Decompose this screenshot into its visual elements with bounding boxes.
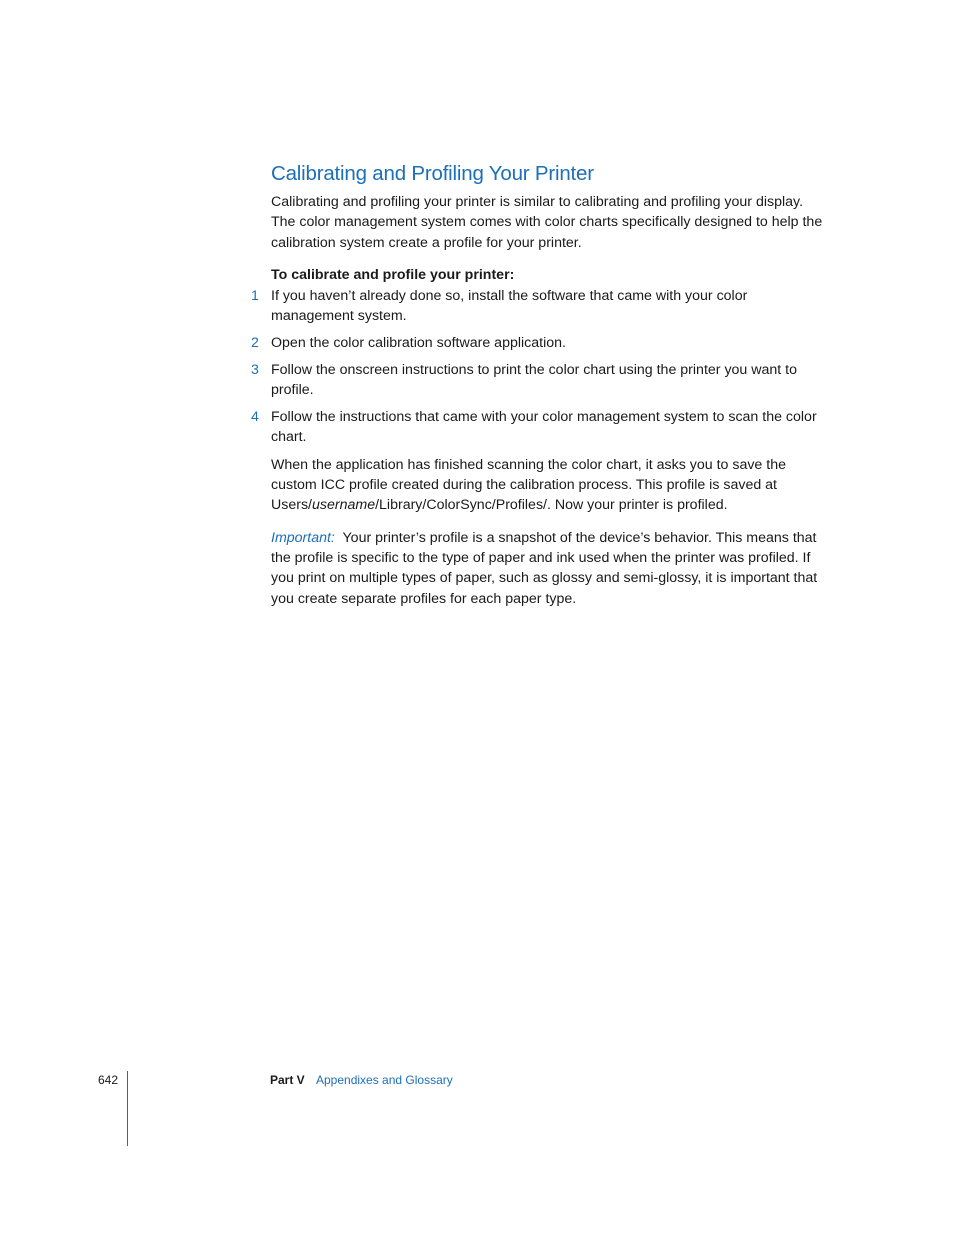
step-item — [251, 286, 831, 327]
main-content — [251, 160, 831, 609]
steps-list — [251, 286, 831, 448]
step-number: 1 — [251, 288, 259, 305]
step-text: Open the color calibration software application. — [271, 335, 566, 352]
section-heading: Calibrating and Profiling Your Printer — [271, 162, 594, 185]
result-username: username — [312, 497, 376, 514]
part-title: Appendixes and Glossary — [316, 1073, 453, 1087]
part-label: Part V — [270, 1073, 305, 1087]
step-number: 4 — [251, 409, 259, 426]
step-text: Follow the instructions that came with your color management system to scan the color chart. — [271, 409, 817, 446]
page-footer — [0, 1071, 954, 1151]
result-text-before: When the application has finished scanning the color chart, it asks you to save the custom ICC profile created during the calibration process. This profile is saved at Users/ — [271, 456, 786, 514]
important-text: Your printer’s profile is a snapshot of the device’s behavior. This means that the profile is specific to the type of paper and ink used when the printer was profiled. If you print on multiple types of paper, such as glossy and semi-glossy, it is important that you create separate profiles for each paper type. — [271, 529, 818, 607]
intro-paragraph: Calibrating and profiling your printer is similar to calibrating and profiling your display. The color management system comes with color charts specifically designed to help the calibration system create a profile for your printer. — [271, 194, 823, 251]
step-text: Follow the onscreen instructions to print the color chart using the printer you want to profile. — [271, 362, 797, 399]
important-note — [271, 528, 831, 609]
important-label: Important: — [271, 529, 335, 546]
step-item — [251, 407, 831, 448]
step-text: If you haven’t already done so, install the software that came with your color management system. — [271, 288, 748, 325]
result-text-after: /Library/ColorSync/Profiles/. Now your printer is profiled. — [375, 497, 728, 514]
step-item — [251, 333, 831, 353]
result-paragraph — [271, 455, 831, 516]
step-number: 2 — [251, 335, 259, 352]
footer-divider — [127, 1071, 128, 1146]
task-label: To calibrate and profile your printer: — [271, 266, 515, 283]
step-number: 3 — [251, 362, 259, 379]
page-number: 642 — [98, 1073, 119, 1087]
step-item — [251, 360, 831, 401]
